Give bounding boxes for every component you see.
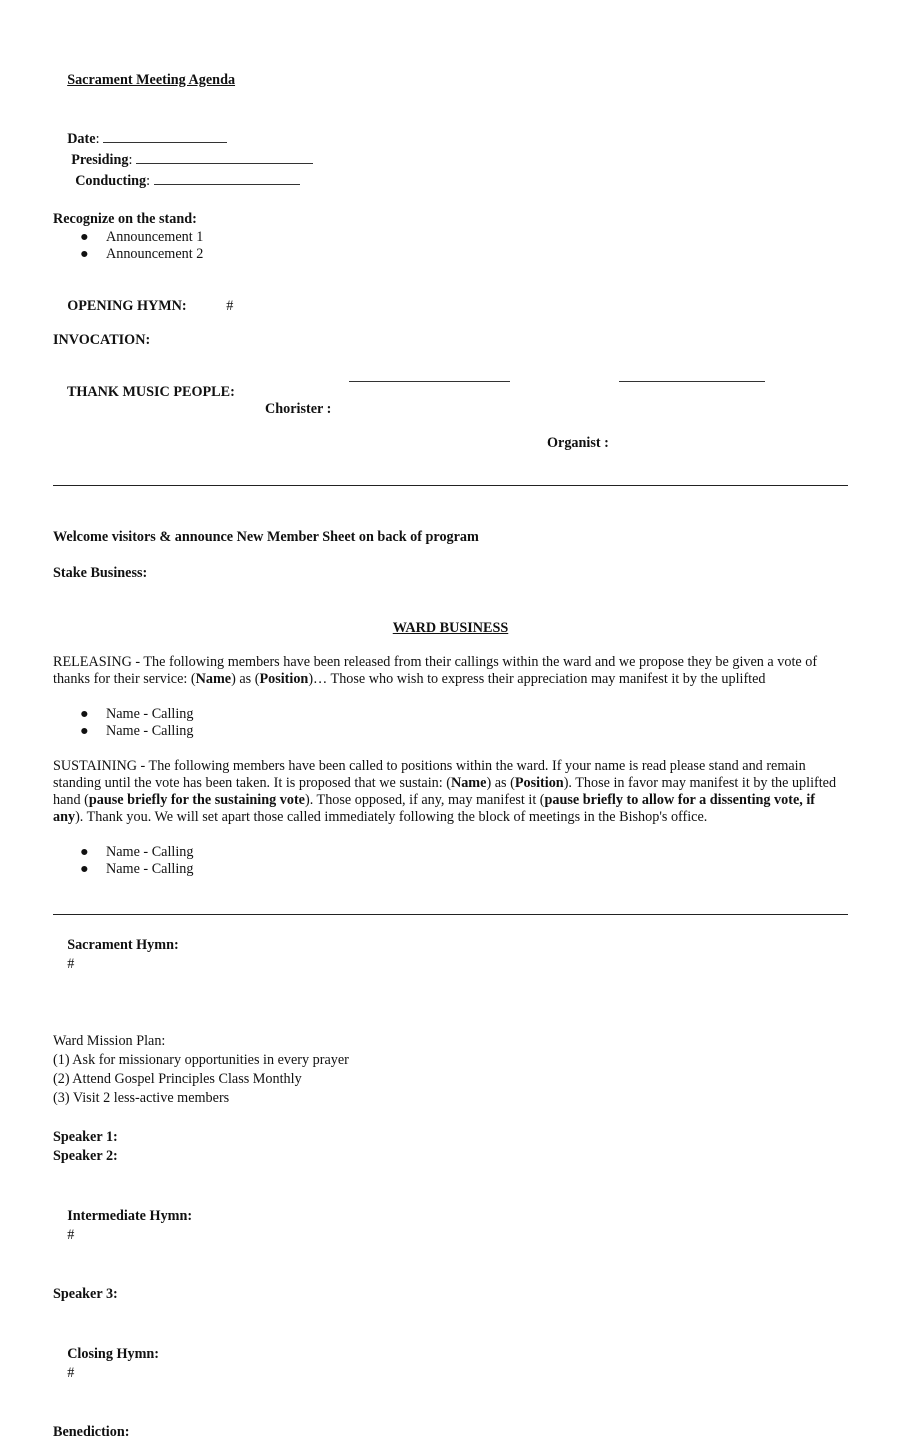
intermediate-hymn-number: # [67,1227,75,1243]
list-item: ● Name - Calling [80,706,194,722]
chorister-label: Chorister : [265,401,332,417]
releasing-paragraph: RELEASING - The following members have been released from their callings within the ward and we propose they be given a vote of thanks for their service: (Name) as (Position)… Those who wish to express their appreciation may manifest it by the uplifted [53,654,818,687]
sacrament-hymn-label: Sacrament Hymn: [67,937,179,953]
sacrament-hymn-number: # [67,956,75,972]
bullet-icon: ● [80,229,89,245]
list-item: ● Name - Calling [80,844,194,860]
bullet-icon: ● [80,246,89,262]
chorister-blank[interactable] [349,367,510,382]
sustaining-pause-note: pause briefly for the sustaining vote [88,792,305,808]
invocation-label: INVOCATION: [53,332,151,348]
benediction-label: Benediction: [53,1424,130,1440]
sacrament-hymn-row [53,917,848,993]
list-item: ● Announcement 2 [80,246,204,262]
sustaining-name-placeholder: Name [450,775,487,791]
closing-hymn-row [53,1326,848,1402]
agenda-title-text: Sacrament Meeting Agenda [67,72,236,88]
organist-blank[interactable] [619,367,765,382]
presiding-label: Presiding [71,152,129,168]
bullet-icon: ● [80,844,89,860]
announcement-list [53,229,848,263]
agenda-page [53,52,848,1442]
conducting-blank[interactable] [154,170,300,185]
sustaining-list [53,844,848,878]
speaker-1-label: Speaker 1: [53,1129,118,1145]
opening-hymn-number: # [226,298,234,314]
organist-label: Organist : [547,435,609,451]
sustaining-paragraph: SUSTAINING - The following members have been called to positions within the ward. If your name is read please stand and remain standing until the vote has been taken. It is proposed that we sustain: (Name) as (Position). Those in favor may manifest it by the uplifted hand (pause briefly for the sustaining vote). Those opposed, if any, may manifest it (pause briefly to allow for a dissenting vote, if any). Thank you. We will set apart those called immediately following the block of meetings in the Bishop's office. [53,758,837,825]
releasing-list [53,706,848,740]
date-blank[interactable] [103,128,227,143]
closing-hymn-label: Closing Hymn: [67,1346,160,1362]
section-divider [53,914,848,915]
sustaining-position-placeholder: Position [514,775,564,791]
recognize-label: Recognize on the stand: [53,211,197,227]
mission-plan-item: (1) Ask for missionary opportunities in every prayer [53,1052,349,1068]
closing-hymn-number: # [67,1365,75,1381]
dissenting-pause-note: pause briefly to allow for a dissenting vote, if any [53,792,816,825]
ward-business-heading: WARD BUSINESS [392,620,509,636]
list-item: ● Announcement 1 [80,229,204,245]
speaker-2-label: Speaker 2: [53,1148,118,1164]
releasing-name-placeholder: Name [195,671,232,687]
agenda-title [53,52,848,109]
mission-plan-item: (2) Attend Gospel Principles Class Monthly [53,1071,302,1087]
bullet-icon: ● [80,861,89,877]
list-item: ● Name - Calling [80,861,194,877]
date-label: Date [67,131,96,147]
mission-plan-title: Ward Mission Plan: [53,1033,166,1049]
bullet-icon: ● [80,723,89,739]
opening-hymn-row [53,281,848,332]
intermediate-hymn-row [53,1188,848,1264]
header-fields-row: Date: Presiding: Conducting: [53,109,848,210]
welcome-note: Welcome visitors & announce New Member Sheet on back of program [53,529,479,545]
speaker-3-label: Speaker 3: [53,1286,118,1302]
releasing-position-placeholder: Position [259,671,309,687]
stake-business-label: Stake Business: [53,565,148,581]
music-row [53,367,848,486]
intermediate-hymn-label: Intermediate Hymn: [67,1208,193,1224]
thank-music-label: THANK MUSIC PEOPLE: [66,384,235,400]
presiding-blank[interactable] [136,149,313,164]
bullet-icon: ● [80,706,89,722]
opening-hymn-label: OPENING HYMN: [67,298,187,314]
mission-plan-item: (3) Visit 2 less-active members [53,1090,230,1106]
list-item: ● Name - Calling [80,723,194,739]
conducting-label: Conducting [75,173,147,189]
